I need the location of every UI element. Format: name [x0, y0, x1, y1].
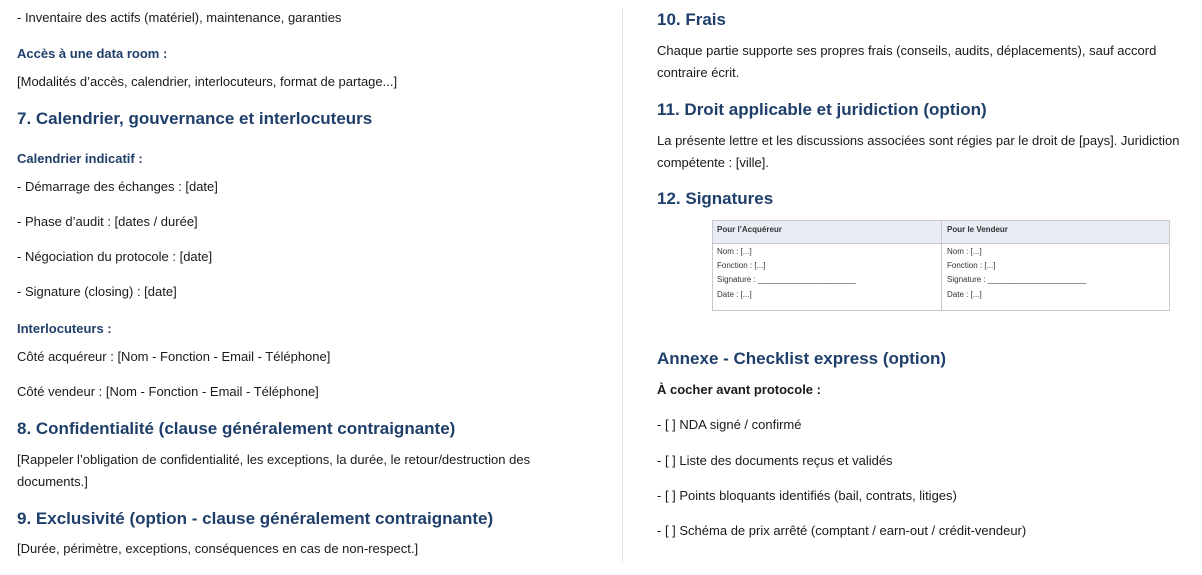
data-room-text: [Modalités d’accès, calendrier, interlocuteurs, format de partage...] [17, 74, 398, 89]
section-11-text: La présente lettre et les discussions associées sont régies par le droit de [pays]. Juridiction compétente : [ville]. [657, 133, 1180, 170]
acquereur-header: Pour l’Acquéreur [717, 225, 782, 234]
data-room-heading: Accès à une data room : [17, 46, 168, 61]
vendeur-fonction: Fonction : [...] [947, 261, 996, 270]
calendrier-item: - Phase d’audit : [dates / durée] [17, 214, 198, 229]
vendeur-signature: Signature : ______________________ [947, 275, 1086, 284]
interlocuteur-acquereur: Côté acquéreur : [Nom - Fonction - Email - Téléphone] [17, 349, 331, 364]
checklist-item: - [ ] NDA signé / confirmé [657, 417, 802, 432]
checklist-item: - [ ] Liste des documents reçus et validés [657, 453, 893, 468]
section-8-title: 8. Confidentialité (clause généralement contraignante) [17, 419, 456, 438]
section-9-title: 9. Exclusivité (option - clause généralement contraignante) [17, 509, 494, 528]
calendrier-item: - Négociation du protocole : [date] [17, 249, 213, 264]
section-10-title: 10. Frais [657, 10, 726, 29]
calendrier-item: - Signature (closing) : [date] [17, 284, 177, 299]
inventaire-line: - Inventaire des actifs (matériel), maintenance, garanties [17, 10, 342, 25]
section-12-title: 12. Signatures [657, 189, 774, 208]
interlocuteur-vendeur: Côté vendeur : [Nom - Fonction - Email - Téléphone] [17, 384, 319, 399]
vendeur-header: Pour le Vendeur [947, 225, 1008, 234]
acquereur-date: Date : [...] [717, 290, 752, 299]
calendrier-item: - Démarrage des échanges : [date] [17, 179, 218, 194]
acquereur-fonction: Fonction : [...] [717, 261, 766, 270]
annexe-subtitle: À cocher avant protocole : [657, 382, 821, 397]
checklist-item: - [ ] Schéma de prix arrêté (comptant / earn-out / crédit-vendeur) [657, 523, 1027, 538]
section-9-text: [Durée, périmètre, exceptions, conséquences en cas de non-respect.] [17, 541, 419, 556]
section-7-title: 7. Calendrier, gouvernance et interlocuteurs [17, 109, 373, 128]
checklist-item: - [ ] Points bloquants identifiés (bail, contrats, litiges) [657, 488, 957, 503]
right-column [657, 0, 1199, 575]
acquereur-nom: Nom : [...] [717, 247, 752, 256]
interlocuteurs-heading: Interlocuteurs : [17, 321, 112, 336]
signature-table [712, 220, 1170, 311]
left-column [17, 0, 607, 575]
section-10-text: Chaque partie supporte ses propres frais (conseils, audits, déplacements), sauf accord contraire écrit. [657, 43, 1157, 80]
section-8-text: [Rappeler l’obligation de confidentialité, les exceptions, la durée, le retour/destruction des documents.] [17, 452, 531, 489]
vendeur-nom: Nom : [...] [947, 247, 982, 256]
calendrier-heading: Calendrier indicatif : [17, 151, 143, 166]
vendeur-date: Date : [...] [947, 290, 982, 299]
signature-table-divider [941, 221, 942, 310]
column-divider [622, 8, 623, 563]
acquereur-signature: Signature : ______________________ [717, 275, 856, 284]
annexe-title: Annexe - Checklist express (option) [657, 349, 947, 368]
section-11-title: 11. Droit applicable et juridiction (option) [657, 100, 987, 119]
